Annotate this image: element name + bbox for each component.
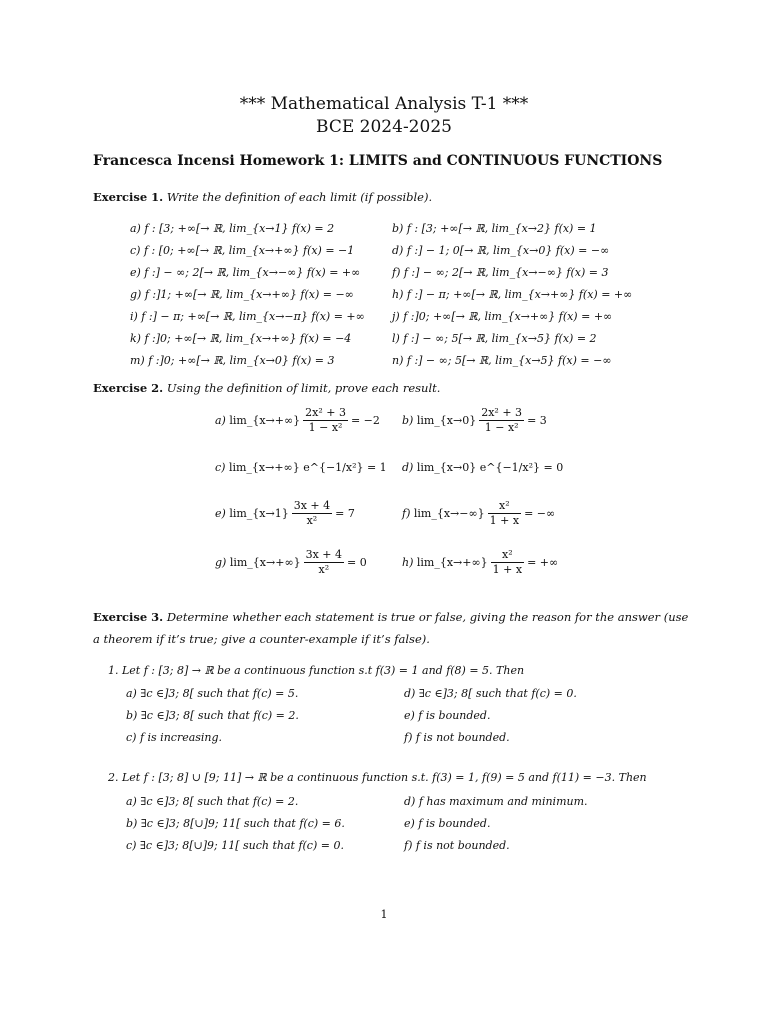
exercise-1-instruction: Write the definition of each limit (if possible). — [166, 190, 433, 204]
ex2-a-den: 1 − x² — [308, 421, 343, 434]
ex2-e-den: x² — [306, 514, 318, 527]
ex2-b-rhs: = 3 — [527, 414, 547, 427]
ex2-item-a — [215, 406, 380, 435]
course-title: BCE 2024-2025 — [316, 117, 452, 137]
ex2-f-rhs: = −∞ — [524, 507, 556, 520]
ex1-item-b: b) f : [3; +∞[→ ℝ, lim_{x→2} f(x) = 1 — [392, 222, 597, 235]
ex2-d-lim: lim_{x→0} — [416, 461, 477, 474]
ex2-f-fraction — [488, 499, 521, 528]
exercise-2-heading — [93, 381, 440, 395]
ex3-p2-item-b: b) ∃c ∈]3; 8[∪]9; 11[ such that f(c) = 6. — [126, 817, 345, 830]
ex2-h-rhs: = +∞ — [527, 556, 559, 569]
ex3-p1-item-c: c) f is increasing. — [126, 731, 223, 744]
ex3-p1-item-a: a) ∃c ∈]3; 8[ such that f(c) = 5. — [126, 687, 299, 700]
ex2-g-fraction — [304, 548, 344, 577]
exercise-3-label: Exercise 3. — [93, 610, 164, 624]
ex2-d-id: d) — [402, 461, 414, 474]
ex1-item-a: a) f : [3; +∞[→ ℝ, lim_{x→1} f(x) = 2 — [130, 222, 335, 235]
ex2-c-expr: e^{−1/x²} = 1 — [303, 461, 387, 474]
ex2-b-num: 2x² + 3 — [481, 406, 523, 419]
document-title: *** Mathematical Analysis T-1 *** — [239, 94, 529, 114]
ex3-p1-item-e: e) f is bounded. — [404, 709, 491, 722]
ex3-p1-item-b: b) ∃c ∈]3; 8[ such that f(c) = 2. — [126, 709, 299, 722]
ex1-item-f: f) f :] − ∞; 2[→ ℝ, lim_{x→−∞} f(x) = 3 — [392, 266, 609, 279]
ex2-item-c — [215, 461, 387, 474]
ex2-a-num: 2x² + 3 — [305, 406, 346, 419]
ex2-f-den: 1 + x — [489, 514, 520, 527]
ex2-h-fraction — [491, 548, 524, 577]
ex2-item-b — [402, 406, 547, 435]
page-number: 1 — [380, 908, 388, 921]
ex3-problem-2-statement: 2. Let f : [3; 8] ∪ [9; 11] → ℝ be a continuous function s.t. f(3) = 1, f(9) = 5 and f(11) = −3. Then — [108, 771, 647, 784]
ex2-c-id: c) — [215, 461, 226, 474]
ex2-h-id: h) — [402, 556, 414, 569]
ex2-h-lim: lim_{x→+∞} — [416, 556, 488, 569]
ex3-p2-item-c: c) ∃c ∈]3; 8[∪]9; 11[ such that f(c) = 0. — [126, 839, 344, 852]
ex2-a-lim: lim_{x→+∞} — [229, 414, 301, 427]
ex3-problem-1-statement: 1. Let f : [3; 8] → ℝ be a continuous function s.t f(3) = 1 and f(8) = 5. Then — [108, 664, 525, 677]
ex2-item-d — [402, 461, 563, 474]
exercise-2-instruction: Using the definition of limit, prove each result. — [166, 381, 441, 395]
ex1-item-l: l) f :] − ∞; 5[→ ℝ, lim_{x→5} f(x) = 2 — [392, 332, 597, 345]
ex2-f-lim: lim_{x→−∞} — [413, 507, 485, 520]
ex2-a-rhs: = −2 — [350, 414, 380, 427]
ex2-f-id: f) — [402, 507, 411, 520]
exercise-3-instruction-line1: Determine whether each statement is true or false, giving the reason for the answer (use — [166, 610, 689, 624]
ex2-h-num: x² — [491, 548, 524, 563]
ex1-item-h: h) f :] − π; +∞[→ ℝ, lim_{x→+∞} f(x) = +∞ — [392, 288, 633, 301]
ex2-c-lim: lim_{x→+∞} — [228, 461, 300, 474]
ex3-p2-item-e: e) f is bounded. — [404, 817, 491, 830]
ex2-e-id: e) — [215, 507, 226, 520]
ex2-b-den: 1 − x² — [484, 421, 519, 434]
ex2-b-id: b) — [402, 414, 414, 427]
ex2-item-h — [402, 548, 558, 577]
ex3-p2-item-d: d) f has maximum and minimum. — [404, 795, 588, 808]
ex1-item-i: i) f :] − π; +∞[→ ℝ, lim_{x→−π} f(x) = +∞ — [130, 310, 365, 323]
ex1-item-k: k) f :]0; +∞[→ ℝ, lim_{x→+∞} f(x) = −4 — [130, 332, 352, 345]
ex2-item-g — [215, 548, 367, 577]
ex1-item-e: e) f :] − ∞; 2[→ ℝ, lim_{x→−∞} f(x) = +∞ — [130, 266, 361, 279]
ex2-e-num: 3x + 4 — [293, 499, 331, 512]
exercise-1-heading — [93, 190, 432, 204]
ex2-a-fraction — [303, 406, 348, 435]
ex1-item-d: d) f :] − 1; 0[→ ℝ, lim_{x→0} f(x) = −∞ — [392, 244, 610, 257]
ex2-item-f — [402, 499, 555, 528]
ex2-b-lim: lim_{x→0} — [416, 414, 477, 427]
ex2-a-id: a) — [215, 414, 226, 427]
ex2-g-rhs: = 0 — [347, 556, 367, 569]
ex3-p1-item-d: d) ∃c ∈]3; 8[ such that f(c) = 0. — [404, 687, 577, 700]
ex2-f-num: x² — [488, 499, 521, 514]
ex2-g-id: g) — [215, 556, 227, 569]
exercise-3-heading — [93, 610, 688, 624]
exercise-1-label: Exercise 1. — [93, 190, 164, 204]
exercise-2-label: Exercise 2. — [93, 381, 164, 395]
ex2-e-lim: lim_{x→1} — [229, 507, 289, 520]
ex3-p2-item-f: f) f is not bounded. — [404, 839, 510, 852]
ex2-b-fraction — [479, 406, 524, 435]
ex2-d-expr: e^{−1/x²} = 0 — [479, 461, 564, 474]
ex2-h-den: 1 + x — [492, 563, 523, 576]
ex2-e-fraction — [292, 499, 332, 528]
exercise-3-instruction-line2: a theorem if it’s true; give a counter-example if it’s false). — [93, 632, 430, 646]
ex1-item-m: m) f :]0; +∞[→ ℝ, lim_{x→0} f(x) = 3 — [130, 354, 335, 367]
ex2-g-num: 3x + 4 — [305, 548, 343, 561]
ex3-p2-item-a: a) ∃c ∈]3; 8[ such that f(c) = 2. — [126, 795, 299, 808]
ex2-g-lim: lim_{x→+∞} — [229, 556, 301, 569]
ex3-p1-item-f: f) f is not bounded. — [404, 731, 510, 744]
ex2-e-rhs: = 7 — [335, 507, 355, 520]
ex1-item-n: n) f :] − ∞; 5[→ ℝ, lim_{x→5} f(x) = −∞ — [392, 354, 612, 367]
ex1-item-j: j) f :]0; +∞[→ ℝ, lim_{x→+∞} f(x) = +∞ — [392, 310, 613, 323]
homework-subtitle: Francesca Incensi Homework 1: LIMITS and CONTINUOUS FUNCTIONS — [93, 153, 663, 169]
ex1-item-c: c) f : [0; +∞[→ ℝ, lim_{x→+∞} f(x) = −1 — [130, 244, 355, 257]
ex2-g-den: x² — [318, 563, 330, 576]
ex1-item-g: g) f :]1; +∞[→ ℝ, lim_{x→+∞} f(x) = −∞ — [130, 288, 354, 301]
ex2-item-e — [215, 499, 355, 528]
